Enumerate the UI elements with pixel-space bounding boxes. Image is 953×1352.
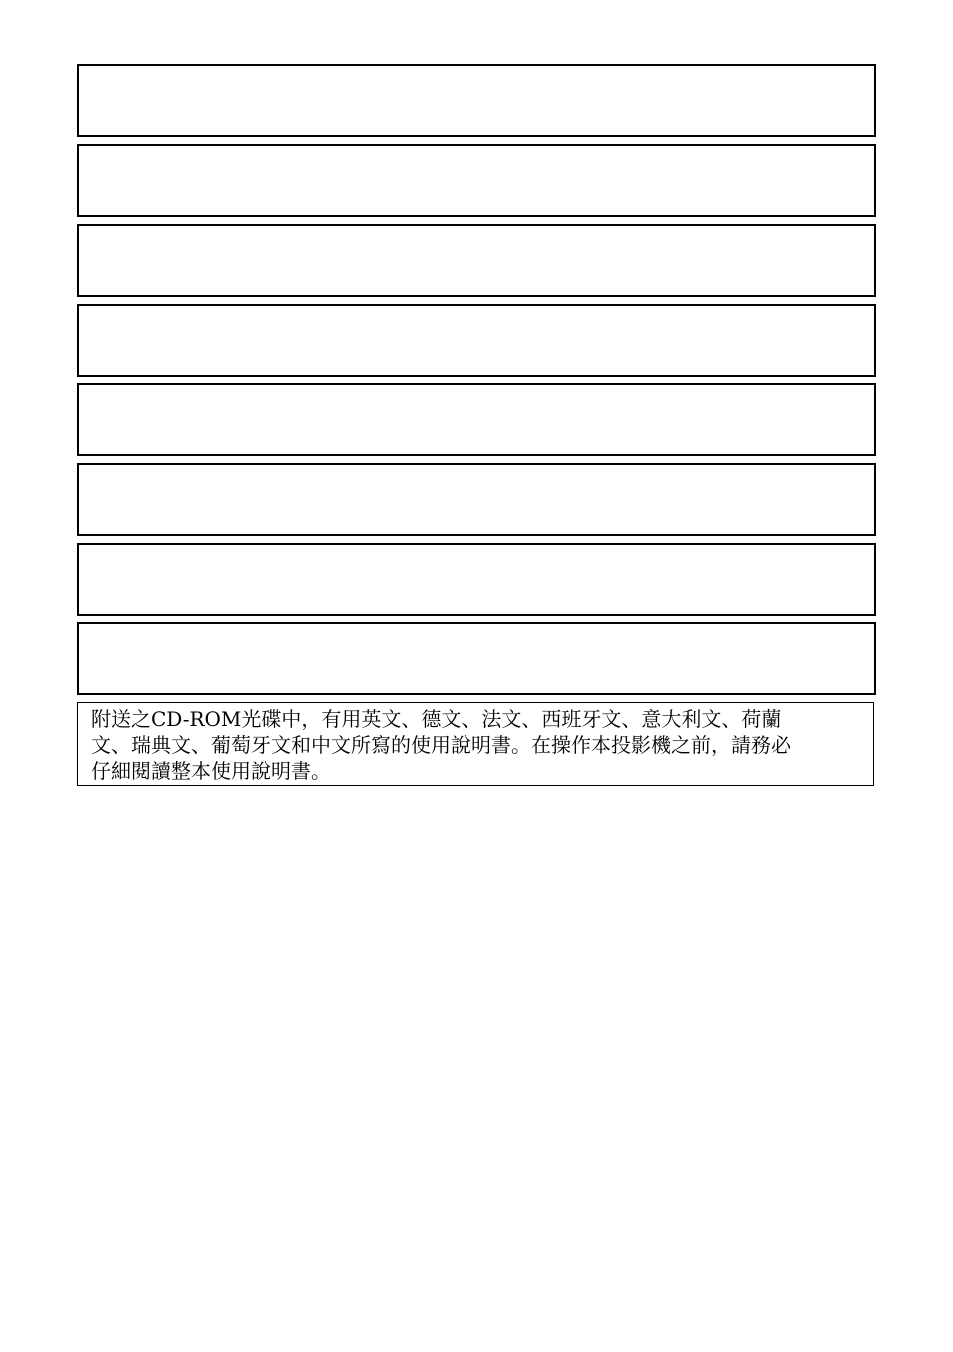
empty-text-box-6 bbox=[77, 463, 876, 536]
empty-text-box-7 bbox=[77, 543, 876, 616]
empty-text-box-5 bbox=[77, 383, 876, 456]
notice-line-2: 文、瑞典文、葡萄牙文和中文所寫的使用說明書。在操作本投影機之前，請務必 bbox=[91, 733, 791, 757]
notice-line-3: 仔細閱讀整本使用說明書。 bbox=[91, 759, 331, 783]
empty-text-box-3 bbox=[77, 224, 876, 297]
empty-text-box-8 bbox=[77, 622, 876, 695]
empty-text-box-4 bbox=[77, 304, 876, 377]
empty-text-box-2 bbox=[77, 144, 876, 217]
empty-text-box-1 bbox=[77, 64, 876, 137]
manual-notice-box bbox=[77, 702, 874, 786]
notice-line-1: 附送之CD-ROM光碟中，有用英文、德文、法文、西班牙文、意大利文、荷蘭 bbox=[91, 707, 782, 731]
